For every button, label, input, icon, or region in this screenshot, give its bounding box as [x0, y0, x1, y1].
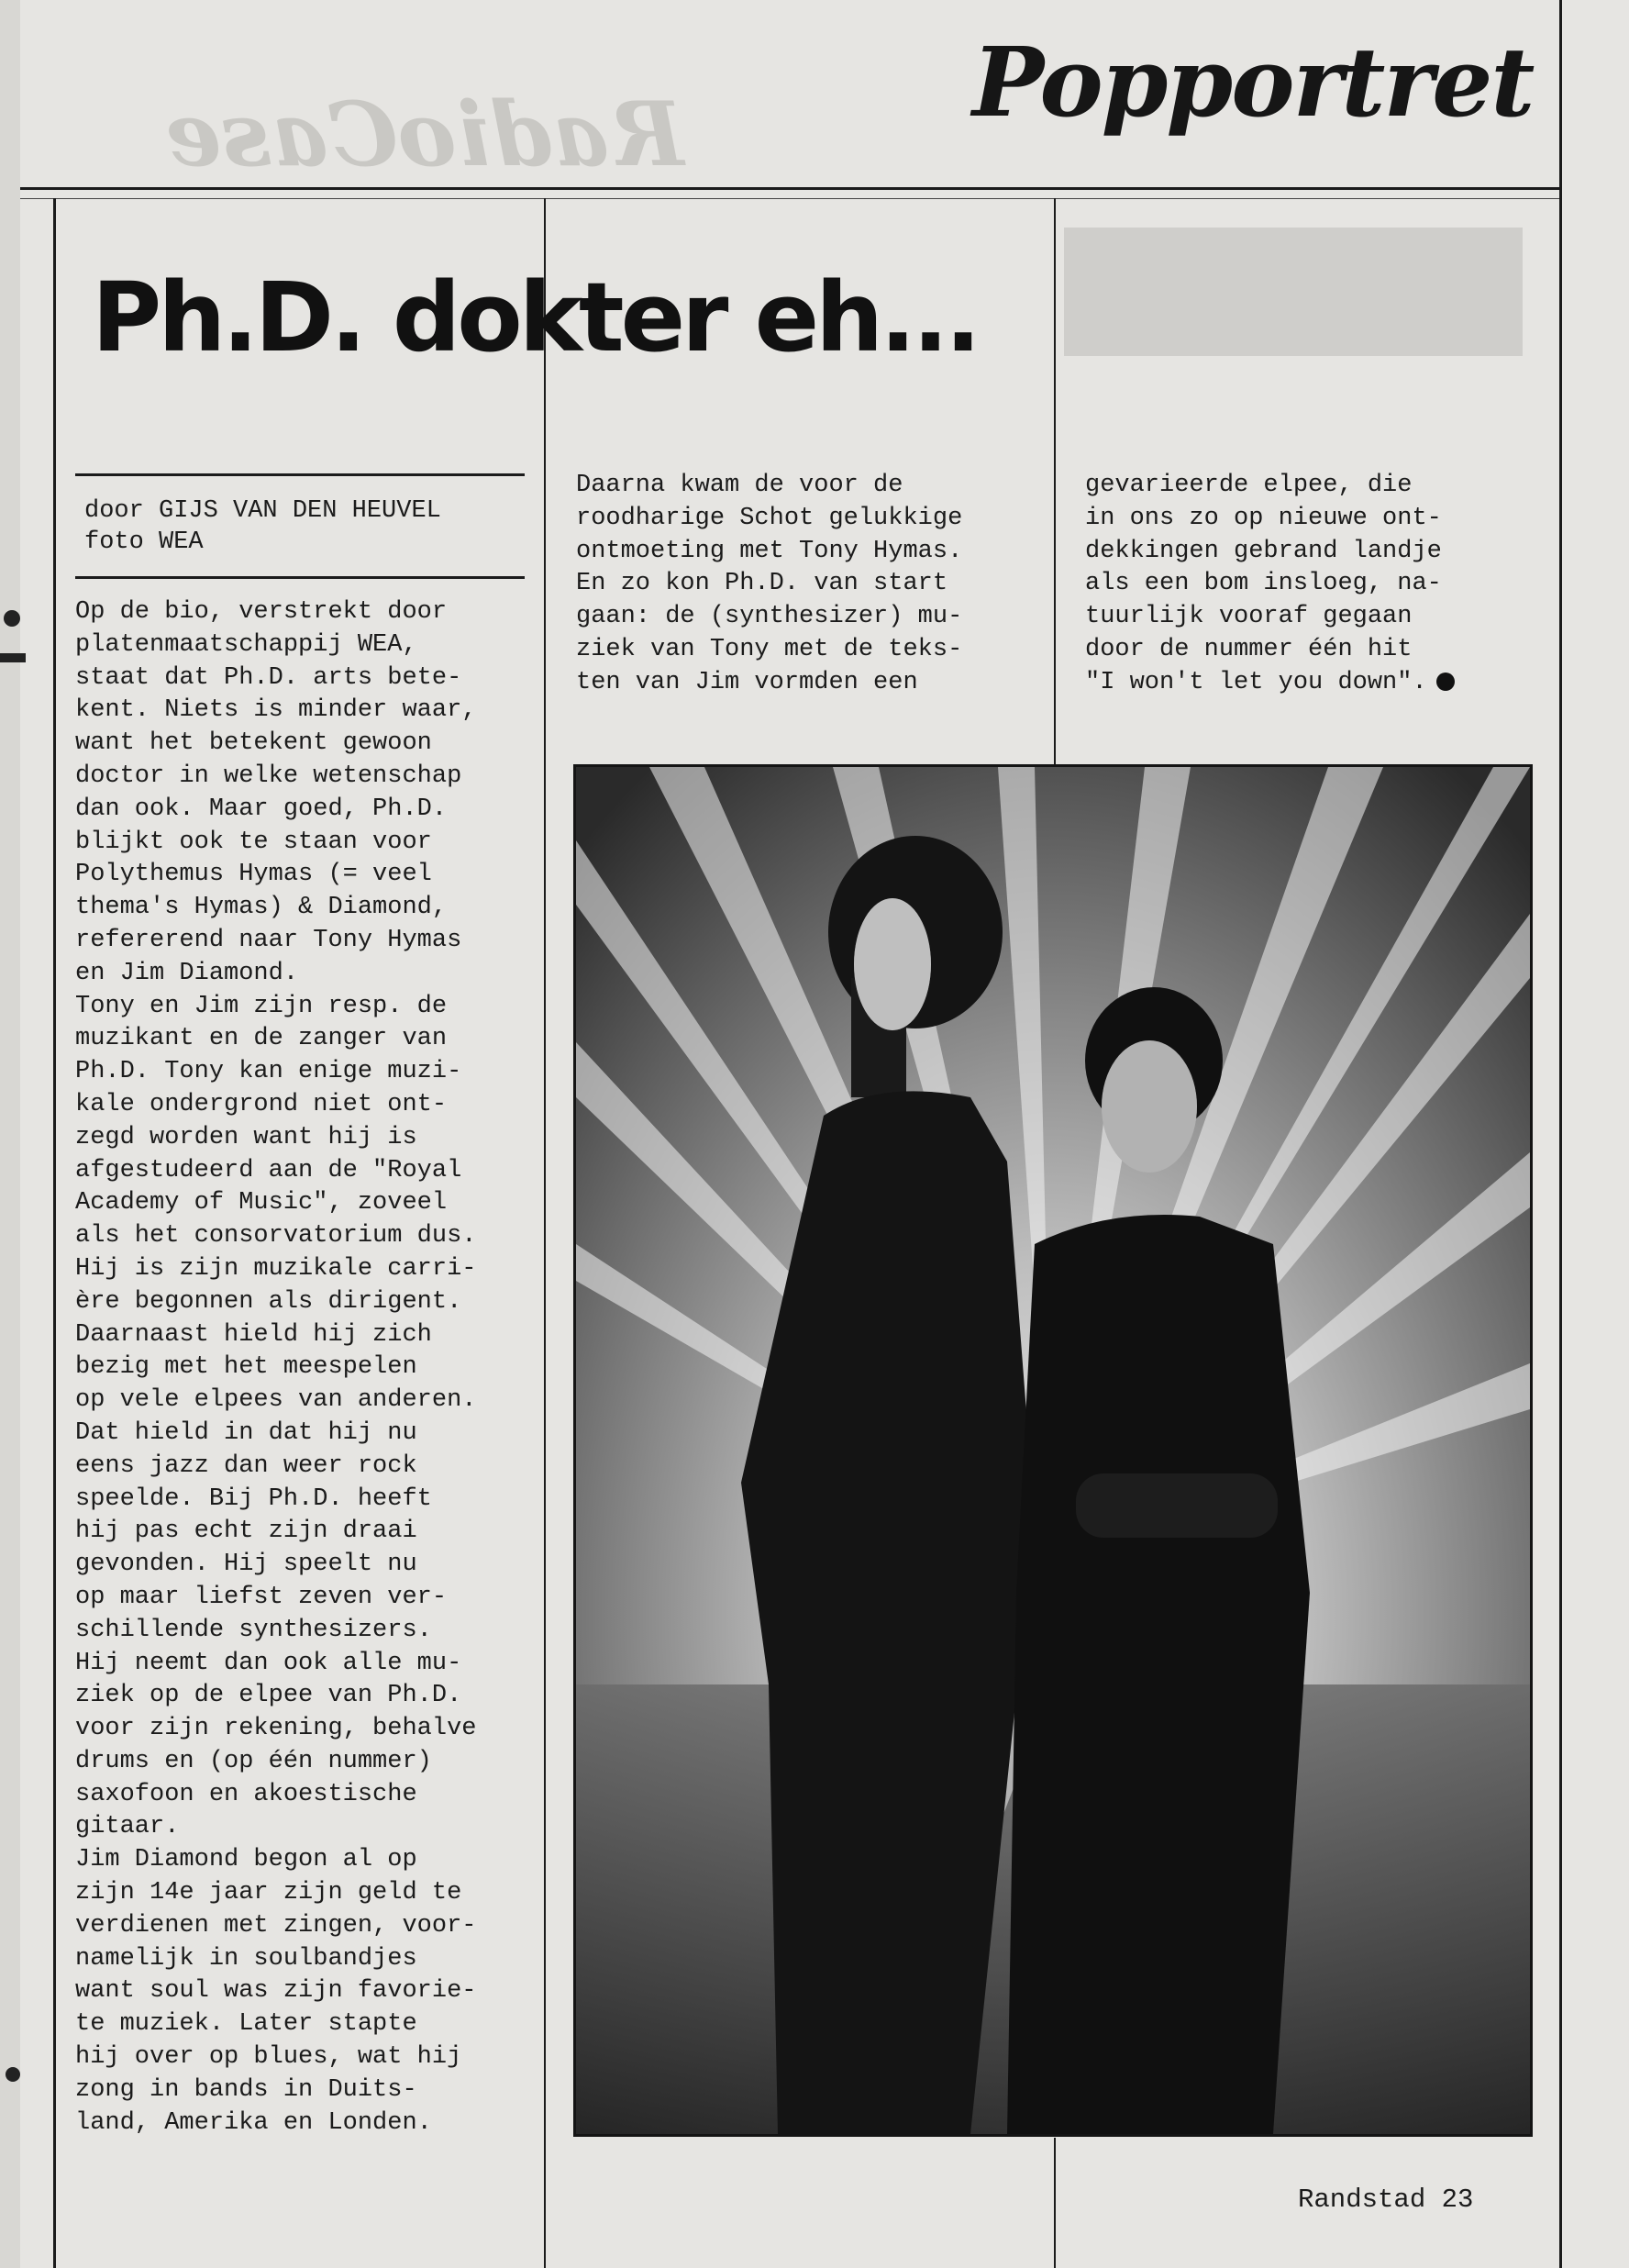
article-line: refererend naar Tony Hymas: [75, 926, 462, 954]
article-line: Academy of Music", zoveel: [75, 1189, 448, 1217]
column-divider-1: [544, 198, 546, 2268]
article-line: bezig met het meespelen: [75, 1353, 417, 1382]
article-line: Jim Diamond begon al op: [75, 1846, 417, 1874]
article-line: ten van Jim vormden een: [576, 668, 918, 696]
article-line: "I won't let you down".: [1085, 667, 1553, 700]
article-line: afgestudeerd aan de "Royal: [75, 1156, 462, 1184]
article-line: saxofoon en akoestische: [75, 1780, 417, 1808]
article-line: zijn 14e jaar zijn geld te: [75, 1879, 462, 1907]
article-line: op maar liefst zeven ver-: [75, 1583, 448, 1611]
byline-author: door GIJS VAN DEN HEUVEL: [84, 497, 441, 525]
article-line: thema's Hymas) & Diamond,: [75, 894, 448, 922]
article-line: hij over op blues, wat hij: [75, 2043, 462, 2072]
article-line: verdienen met zingen, voor-: [75, 1911, 477, 1940]
show-through-logo: RadioCase: [165, 83, 684, 186]
left-page-edge: [0, 0, 20, 2268]
top-rule-thin: [20, 198, 1561, 199]
frame-right: [1559, 0, 1562, 2268]
article-line: Tony en Jim zijn resp. de: [75, 992, 448, 1020]
top-rule: [20, 187, 1561, 190]
band-photo-image: [576, 767, 1530, 2134]
article-line: schillende synthesizers.: [75, 1616, 432, 1644]
article-line: want het betekent gewoon: [75, 729, 432, 758]
article-line: te muziek. Later stapte: [75, 2010, 417, 2039]
article-line: doctor in welke wetenschap: [75, 762, 462, 790]
byline: [84, 495, 515, 558]
article-line: Polythemus Hymas (= veel: [75, 861, 432, 889]
article-line: roodharige Schot gelukkige: [576, 504, 963, 532]
article-line: eens jazz dan weer rock: [75, 1451, 417, 1480]
article-line: muzikant en de zanger van: [75, 1025, 448, 1053]
article-line: ontmoeting met Tony Hymas.: [576, 537, 963, 565]
article-line: kent. Niets is minder waar,: [75, 696, 477, 725]
show-through-block: [1064, 228, 1523, 356]
article-headline: Ph.D. dokter eh...: [92, 261, 978, 373]
article-line: Hij neemt dan ook alle mu-: [75, 1649, 462, 1677]
article-line: als het consorvatorium dus.: [75, 1222, 477, 1251]
article-line: Daarnaast hield hij zich: [75, 1320, 432, 1349]
column-divider-2: [1054, 198, 1056, 767]
article-line: zong in bands in Duits-: [75, 2075, 417, 2104]
article-column-2: [576, 470, 1048, 700]
article-line: En zo kon Ph.D. van start: [576, 570, 948, 598]
left-page-mark: [6, 2067, 20, 2082]
end-bullet: [1436, 673, 1455, 691]
left-page-mark: [0, 653, 26, 662]
article-line: Daarna kwam de voor de: [576, 472, 903, 499]
article-line: namelijk in soulbandjes: [75, 1944, 417, 1973]
article-line: voor zijn rekening, behalve: [75, 1715, 477, 1743]
article-line: Op de bio, verstrekt door: [75, 598, 448, 626]
article-line: Dat hield in dat hij nu: [75, 1418, 417, 1447]
band-photo: [573, 764, 1533, 2137]
section-logo: Popportret: [972, 26, 1534, 139]
article-line: op vele elpees van anderen.: [75, 1386, 477, 1415]
article-line: ziek op de elpee van Ph.D.: [75, 1682, 462, 1710]
frame-left: [53, 198, 56, 2268]
article-line: ziek van Tony met de teks-: [576, 635, 963, 663]
article-line: gitaar.: [75, 1813, 180, 1841]
article-line: hij pas echt zijn draai: [75, 1518, 417, 1546]
article-line: drums en (op één nummer): [75, 1747, 432, 1775]
page-number: Randstad 23: [1298, 2185, 1474, 2215]
article-column-3: [1085, 470, 1553, 700]
article-line: gaan: de (synthesizer) mu-: [576, 603, 963, 631]
article-line: dekkingen gebrand landje: [1085, 537, 1442, 565]
article-line: speelde. Bij Ph.D. heeft: [75, 1484, 432, 1513]
article-line: dan ook. Maar goed, Ph.D.: [75, 795, 448, 823]
article-line: kale ondergrond niet ont-: [75, 1090, 448, 1118]
article-line: Hij is zijn muzikale carri-: [75, 1254, 477, 1283]
article-line: ère begonnen als dirigent.: [75, 1287, 462, 1316]
article-line: gevarieerde elpee, die: [1085, 472, 1413, 499]
article-line: want soul was zijn favorie-: [75, 1977, 477, 2006]
left-page-mark: [4, 610, 20, 627]
article-line: Ph.D. Tony kan enige muzi-: [75, 1058, 462, 1086]
article-line: staat dat Ph.D. arts bete-: [75, 663, 462, 692]
article-column-1: [75, 596, 538, 2140]
column-divider-2-lower: [1054, 2138, 1056, 2268]
article-line: als een bom insloeg, na-: [1085, 570, 1442, 598]
article-line: gevonden. Hij speelt nu: [75, 1551, 417, 1579]
article-line: land, Amerika en Londen.: [75, 2108, 432, 2137]
article-line: in ons zo op nieuwe ont-: [1085, 504, 1442, 532]
byline-photo-credit: foto WEA: [84, 528, 204, 556]
byline-rule-top: [75, 473, 525, 476]
article-line: door de nummer één hit: [1085, 635, 1413, 663]
article-line: blijkt ook te staan voor: [75, 828, 432, 856]
article-line: en Jim Diamond.: [75, 959, 299, 987]
article-line: zegd worden want hij is: [75, 1123, 417, 1151]
byline-rule-bottom: [75, 576, 525, 579]
article-line: platenmaatschappij WEA,: [75, 630, 417, 659]
article-line: tuurlijk vooraf gegaan: [1085, 603, 1413, 631]
